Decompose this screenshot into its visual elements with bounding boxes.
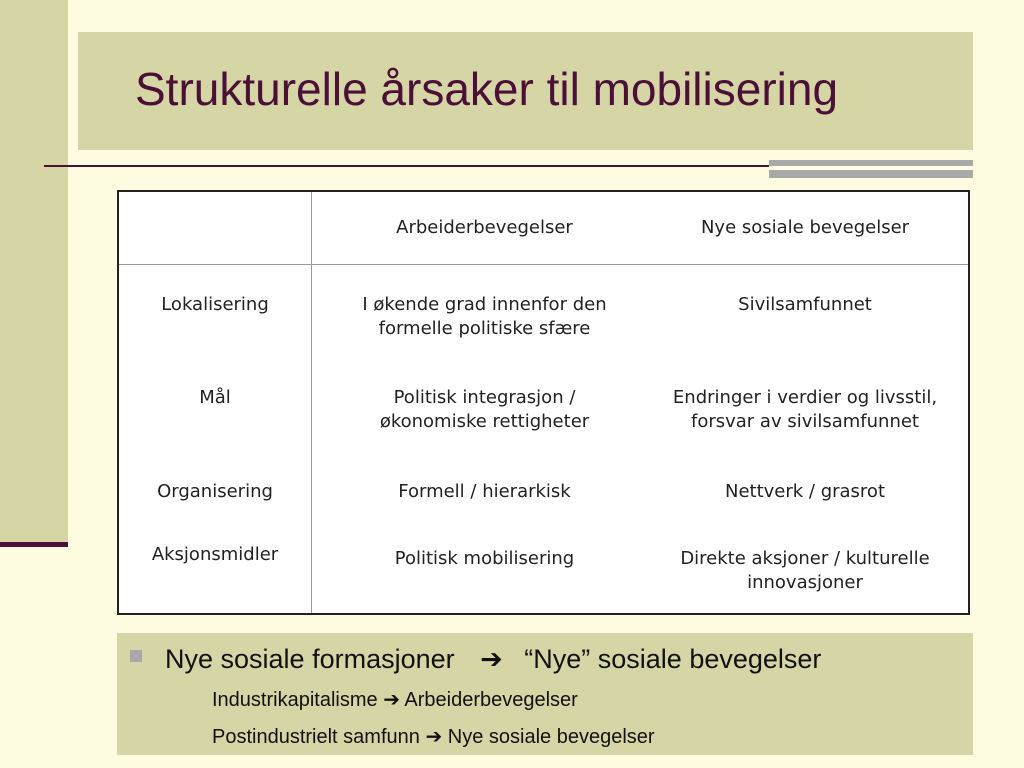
cell-aksjonsmidler-nye xyxy=(642,547,968,595)
cell-line: Formell / hierarkisk xyxy=(398,481,571,502)
header-nye-sosiale-bevegelser: Nye sosiale bevegelser xyxy=(700,217,910,238)
sub-bullet-right: Arbeiderbevegelser xyxy=(404,689,578,711)
cell-line: forsvar av sivilsamfunnet xyxy=(690,411,919,432)
row-label-organisering: Organisering xyxy=(157,481,273,502)
cell-organisering-arbeider xyxy=(312,480,657,504)
cell-aksjonsmidler-arbeider xyxy=(312,547,657,571)
sub-bullet-left: Postindustrielt samfunn xyxy=(212,726,420,748)
sub-bullet-2 xyxy=(212,724,655,749)
cell-line: Endringer i verdier og livsstil, xyxy=(672,387,938,408)
row-label-lokalisering: Lokalisering xyxy=(161,294,269,315)
bullet-main-right: “Nye” sosiale bevegelser xyxy=(524,644,822,674)
row-label-aksjonsmidler: Aksjonsmidler xyxy=(151,544,279,565)
cell-line: økonomiske rettigheter xyxy=(379,411,590,432)
divider-gray-stripe-bottom xyxy=(769,170,973,178)
cell-line: Politisk mobilisering xyxy=(394,548,575,569)
cell-line: I økende grad innenfor den xyxy=(362,294,607,315)
cell-mal-arbeider xyxy=(312,386,657,434)
divider-gray-stripe-top xyxy=(769,160,973,166)
cell-line: Sivilsamfunnet xyxy=(738,294,872,315)
cell-organisering-nye xyxy=(642,480,968,504)
sub-bullet-left: Industrikapitalisme xyxy=(212,689,378,711)
comparison-table xyxy=(117,190,970,615)
slide-title: Strukturelle årsaker til mobilisering xyxy=(135,63,839,115)
sub-bullet-right: Nye sosiale bevegelser xyxy=(447,726,655,748)
cell-lokalisering-nye xyxy=(642,293,968,317)
cell-line: innovasjoner xyxy=(747,572,863,593)
cell-line: Nettverk / grasrot xyxy=(724,481,886,502)
sub-bullet-1 xyxy=(212,687,578,712)
left-sidebar-bar xyxy=(0,0,68,545)
left-accent-line xyxy=(0,542,68,547)
bullet-main-left: Nye sosiale formasjoner xyxy=(165,644,455,674)
cell-lokalisering-arbeider xyxy=(312,293,657,341)
bullet-square-icon xyxy=(130,650,142,662)
cell-line: Politisk integrasjon / xyxy=(393,387,576,408)
row-label-mal: Mål xyxy=(199,387,231,408)
arrow-right-icon: ➔ xyxy=(480,644,503,674)
table-header-divider xyxy=(119,264,968,265)
arrow-right-icon: ➔ xyxy=(383,689,400,711)
arrow-right-icon: ➔ xyxy=(425,726,443,748)
cell-mal-nye xyxy=(642,386,968,434)
cell-line: Direkte aksjoner / kulturelle xyxy=(680,548,930,569)
title-divider xyxy=(44,165,769,167)
cell-line: formelle politiske sfære xyxy=(378,318,591,339)
bullet-main-item xyxy=(165,644,821,675)
header-arbeiderbevegelser: Arbeiderbevegelser xyxy=(396,217,573,238)
